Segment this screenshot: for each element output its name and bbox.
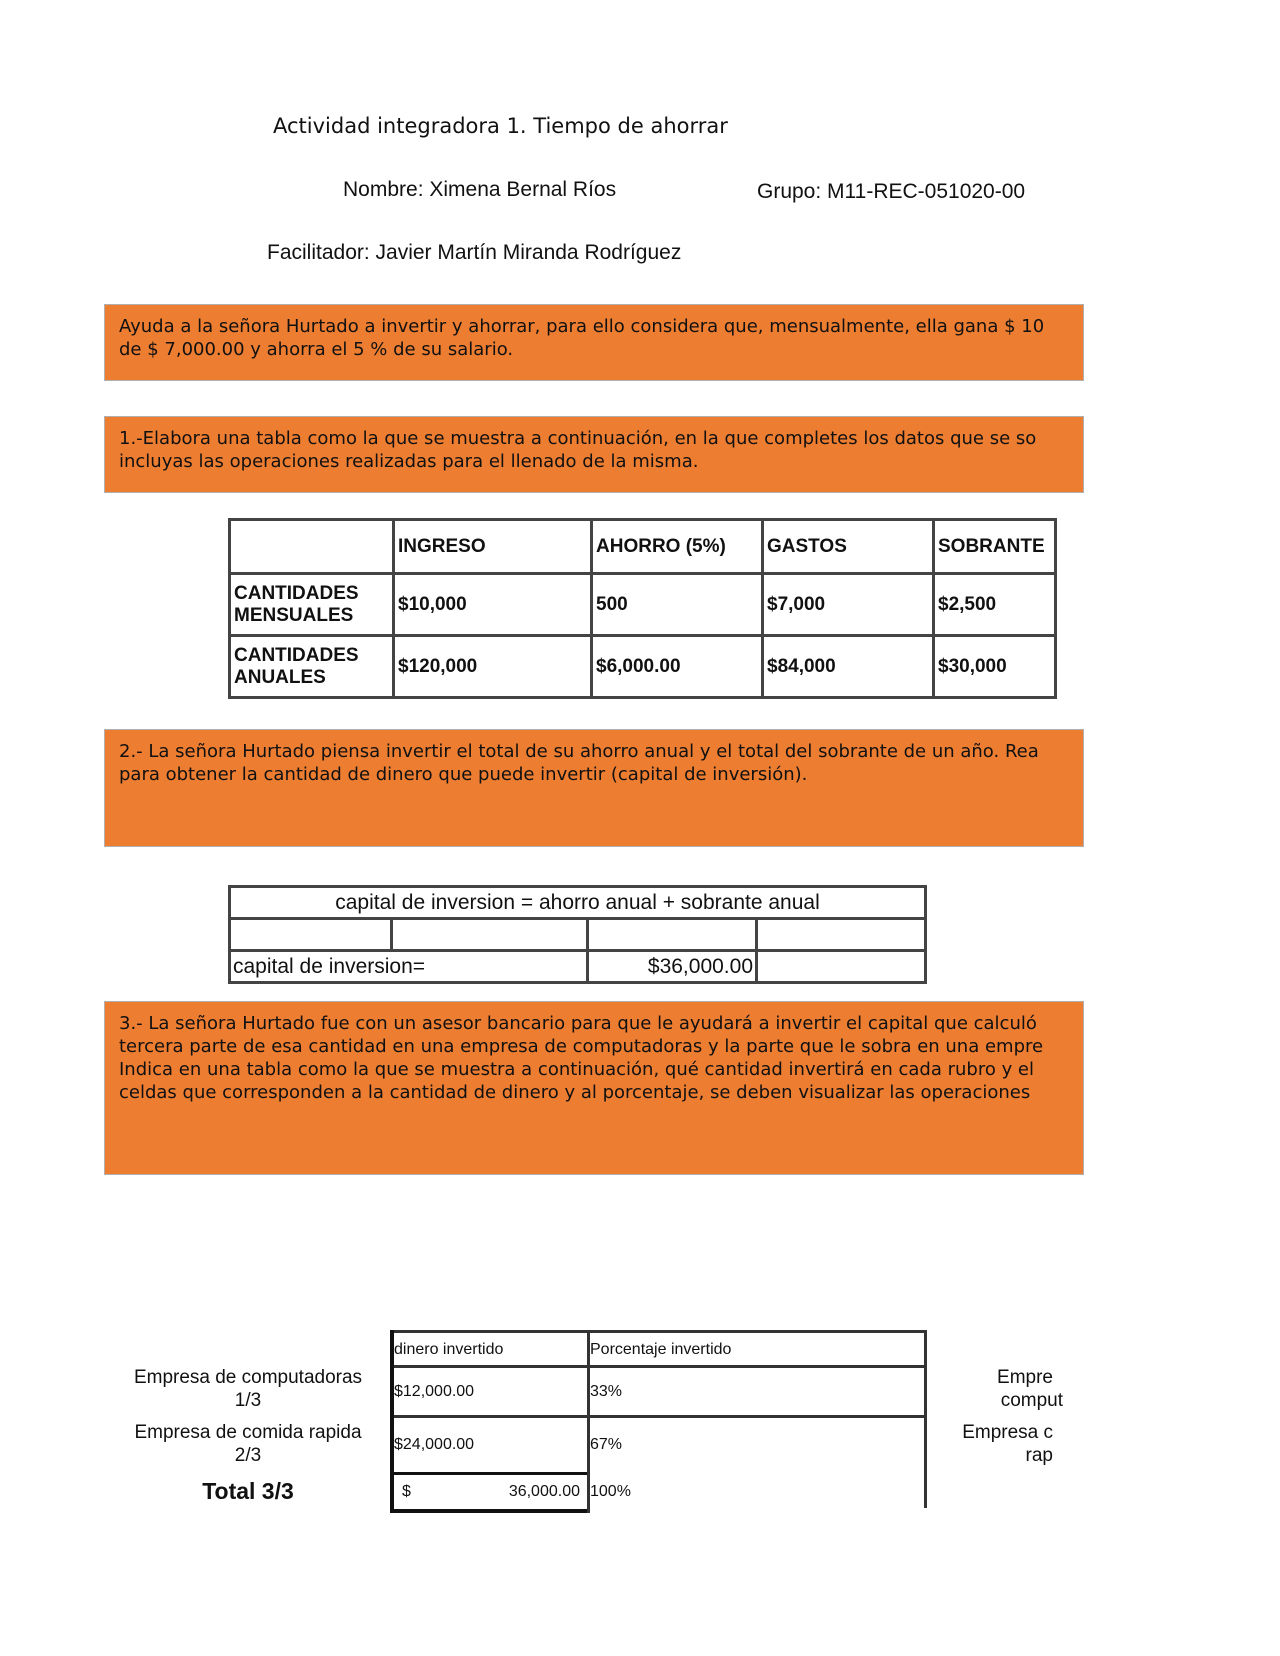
- table-cell: 500: [592, 574, 763, 636]
- table-row: [230, 887, 926, 919]
- total-currency: $: [402, 1483, 411, 1500]
- table-cell: $84,000: [763, 636, 934, 698]
- table-cell: [757, 951, 926, 983]
- table-cell: [230, 919, 392, 951]
- row-label-fast-food: Empresa de comida rapida 2/3: [134, 1422, 362, 1466]
- table-row: [230, 636, 1056, 698]
- question-1-line: 1.-Elabora una tabla como la que se muestra a continuación, en la que completes los datos que se so: [119, 428, 1037, 449]
- table-row: [230, 951, 926, 983]
- row-label-computers: Empresa de computadoras 1/3: [133, 1367, 363, 1411]
- table-row: [230, 574, 1056, 636]
- table-cell: [392, 919, 588, 951]
- table-cell: $10,000: [394, 574, 592, 636]
- table-cell: $6,000.00: [592, 636, 763, 698]
- side-label-fast-food: Empresa c rap: [962, 1422, 1053, 1466]
- percent-cell: 33%: [590, 1383, 623, 1400]
- capital-label: capital de inversion=: [230, 951, 588, 983]
- table-header-row: [230, 520, 1056, 574]
- table-cell: $2,500: [934, 574, 1056, 636]
- table-border: [390, 1509, 590, 1513]
- intro-box: [104, 304, 1084, 381]
- total-amount: 36,000.00: [508, 1483, 580, 1500]
- percent-cell: 67%: [590, 1436, 623, 1453]
- table-header-cell: INGRESO: [394, 520, 592, 574]
- question-2-box: [104, 729, 1084, 847]
- facilitator-name: Facilitador: Javier Martín Miranda Rodríguez: [267, 241, 682, 264]
- table-header-cell: GASTOS: [763, 520, 934, 574]
- intro-line: Ayuda a la señora Hurtado a invertir y ahorrar, para ello considera que, mensualmente, ella gana $ 10: [119, 316, 1045, 337]
- money-cell: $12,000.00: [394, 1383, 475, 1400]
- question-3-line: 3.- La señora Hurtado fue con un asesor bancario para que le ayudará a invertir el capital que calculó: [119, 1013, 1037, 1034]
- column-header-money: dinero invertido: [394, 1341, 504, 1358]
- capital-formula: capital de inversion = ahorro anual + sobrante anual: [230, 887, 926, 919]
- capital-value: $36,000.00: [588, 951, 757, 983]
- question-3-box: [104, 1001, 1084, 1175]
- table-header-cell: [230, 520, 394, 574]
- capital-table: [228, 885, 927, 984]
- total-percent: 100%: [590, 1483, 631, 1500]
- row-label: CANTIDADES ANUALES: [230, 636, 394, 698]
- question-3-line: celdas que corresponden a la cantidad de dinero y al porcentaje, se deben visualizar las operaciones: [119, 1082, 1031, 1103]
- question-2-line: para obtener la cantidad de dinero que puede invertir (capital de inversión).: [119, 764, 808, 785]
- money-cell: $24,000.00: [394, 1436, 475, 1453]
- total-label: Total 3/3: [202, 1478, 294, 1504]
- question-1-box: [104, 416, 1084, 493]
- table-header-cell: AHORRO (5%): [592, 520, 763, 574]
- table-row: [230, 919, 926, 951]
- table-border: [924, 1330, 927, 1508]
- column-header-percent: Porcentaje invertido: [590, 1341, 732, 1358]
- table-border: [390, 1330, 926, 1333]
- table-cell: $120,000: [394, 636, 592, 698]
- question-2-line: 2.- La señora Hurtado piensa invertir el total de su ahorro anual y el total del sobrante de un año. Rea: [119, 741, 1039, 762]
- table-cell: $30,000: [934, 636, 1056, 698]
- group-code: Grupo: M11-REC-051020-00: [757, 180, 1026, 203]
- question-3-line: tercera parte de esa cantidad en una empresa de computadoras y la parte que le sobra en una empre: [119, 1036, 1044, 1057]
- row-label: CANTIDADES MENSUALES: [230, 574, 394, 636]
- table-cell: [757, 919, 926, 951]
- student-name: Nombre: Ximena Bernal Ríos: [343, 178, 617, 201]
- page-title: Actividad integradora 1. Tiempo de ahorrar: [273, 114, 728, 138]
- table-cell: $7,000: [763, 574, 934, 636]
- question-1-line: incluyas las operaciones realizadas para el llenado de la misma.: [119, 451, 699, 472]
- side-label-computers: Empre comput: [997, 1367, 1063, 1411]
- monthly-annual-table: [228, 518, 1057, 699]
- intro-line: de $ 7,000.00 y ahorra el 5 % de su salario.: [119, 339, 514, 360]
- table-cell: [588, 919, 757, 951]
- question-3-line: Indica en una tabla como la que se muestra a continuación, qué cantidad invertirá en cada rubro y el: [119, 1059, 1035, 1080]
- table-header-cell: SOBRANTE: [934, 520, 1056, 574]
